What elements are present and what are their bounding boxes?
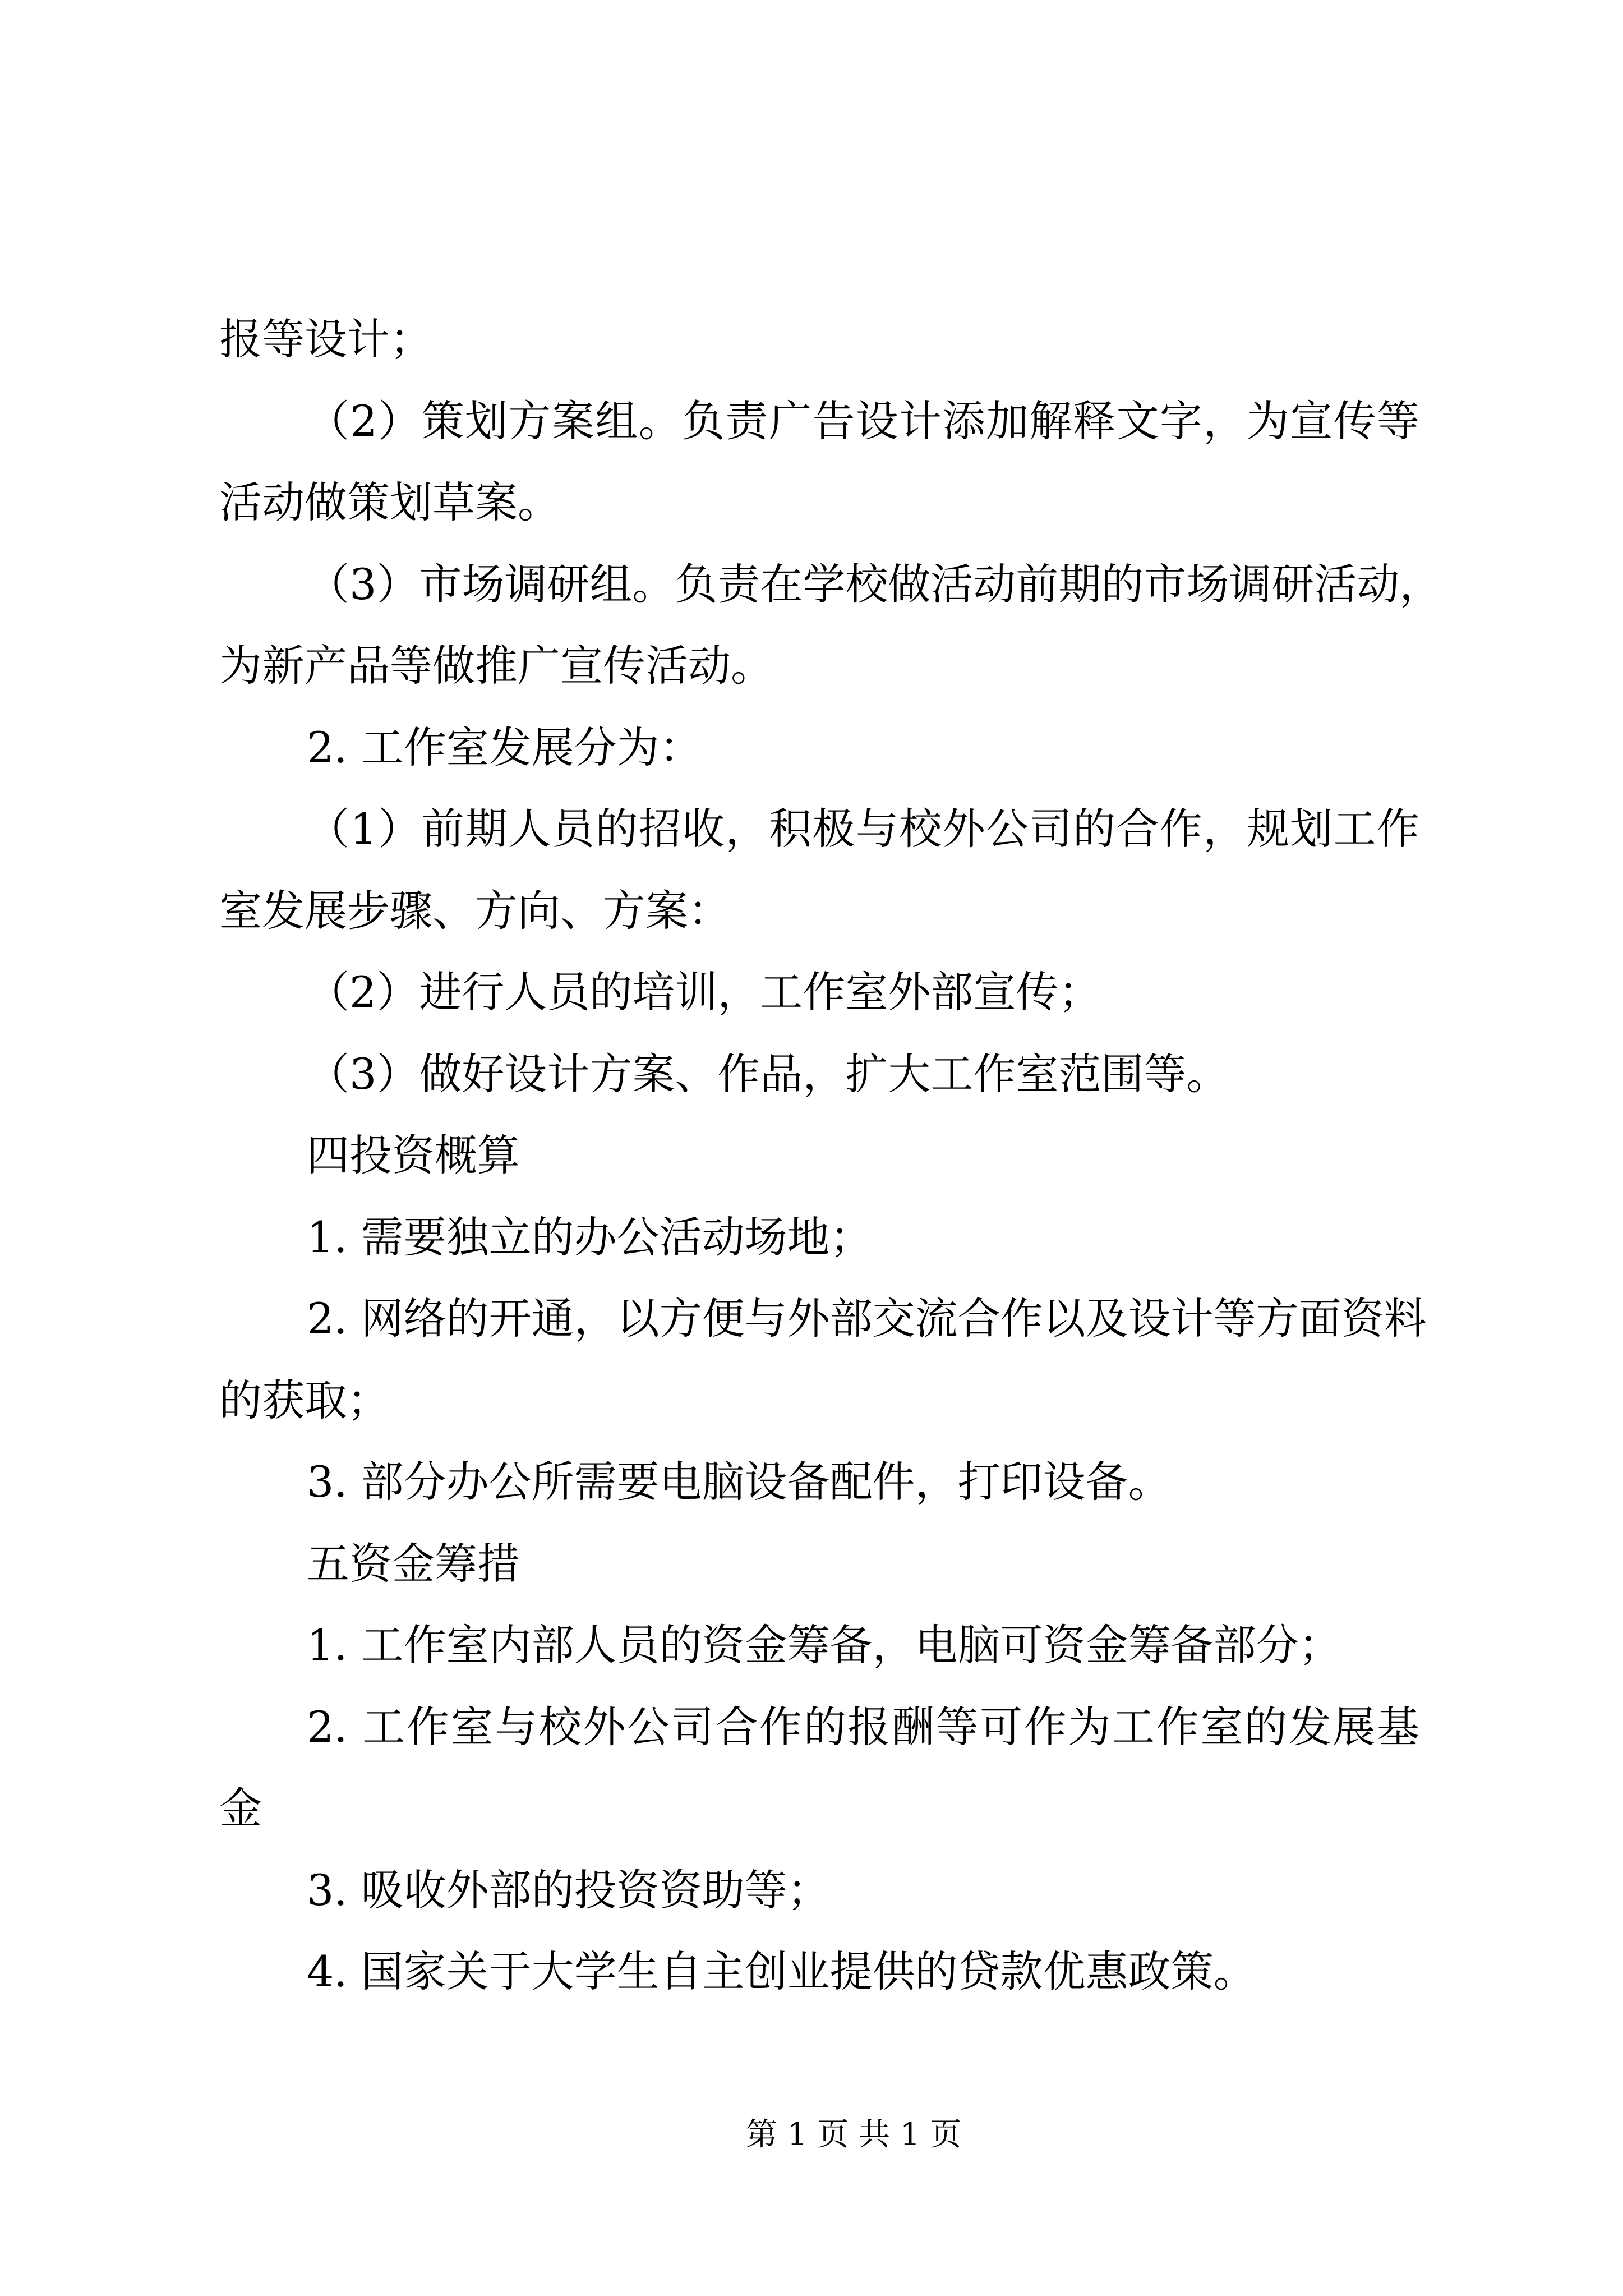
paragraph-line: 4. 国家关于大学生自主创业提供的贷款优惠政策。 (307, 1947, 1256, 1996)
paragraph (219, 1197, 1419, 1278)
paragraph (219, 788, 1419, 951)
paragraph-line: （2）策划方案组。负责广告设计添加解释文字，为宣传等 (307, 395, 1419, 446)
paragraph-line: 活动做策划草案。 (219, 477, 560, 527)
paragraph (219, 380, 1419, 544)
paragraph-line: （2）进行人员的培训，工作室外部宣传； (307, 967, 1101, 1017)
paragraph-line: （3）做好设计方案、作品，扩大工作室范围等。 (307, 1048, 1229, 1099)
paragraph-line: （3）市场调研组。负责在学校做活动前期的市场调研活动， (307, 559, 1442, 609)
paragraph-line: 3. 吸收外部的投资资助等； (307, 1865, 830, 1915)
paragraph-line: 室发展步骤、方向、方案： (219, 885, 731, 936)
paragraph-line: 报等设计； (219, 314, 432, 364)
paragraph-line: 1. 工作室内部人员的资金筹备，电脑可资金筹备部分； (307, 1620, 1341, 1670)
paragraph-line: 的获取； (219, 1375, 390, 1425)
paragraph-line: 2. 网络的开通，以方便与外部交流合作以及设计等方面资料 (307, 1294, 1427, 1343)
paragraph-line: 金 (219, 1783, 262, 1833)
paragraph (219, 707, 1419, 789)
paragraph (219, 1604, 1419, 1686)
paragraph (219, 1278, 1427, 1441)
paragraph-line: 为新产品等做推广宣传活动。 (219, 641, 773, 691)
paragraph-line: 2. 工作室发展分为： (307, 722, 702, 772)
paragraph (219, 1931, 1419, 2013)
paragraph-line: 3. 部分办公所需要电脑设备配件，打印设备。 (307, 1457, 1171, 1507)
document-body (219, 298, 1442, 2013)
section-heading-text: 四投资概算 (307, 1130, 520, 1180)
paragraph (219, 951, 1419, 1033)
section-heading-text: 五资金筹措 (307, 1538, 520, 1589)
section-heading (219, 1115, 1419, 1197)
page-footer: 第 1 页 共 1 页 (746, 2116, 962, 2153)
paragraph-line: 2. 工作室与校外公司合作的报酬等可作为工作室的发展基 (307, 1701, 1419, 1752)
paragraph (219, 1033, 1419, 1115)
paragraph (219, 544, 1442, 707)
paragraph (219, 1441, 1419, 1523)
paragraph-line: （1）前期人员的招收，积极与校外公司的合作，规划工作 (307, 804, 1419, 854)
section-heading (219, 1523, 1419, 1605)
paragraph (219, 1849, 1419, 1931)
continued-paragraph (219, 298, 1419, 380)
paragraph (219, 1686, 1419, 1849)
paragraph-line: 1. 需要独立的办公活动场地； (307, 1212, 873, 1262)
